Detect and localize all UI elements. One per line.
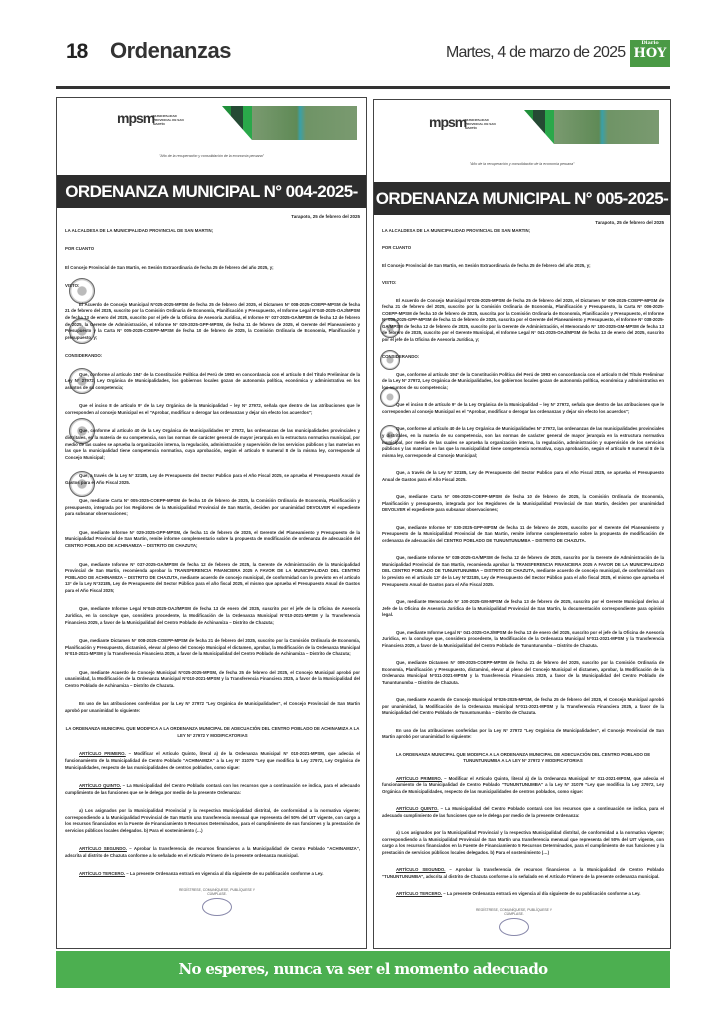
paragraph-text: – Aprobar la transferencia de recursos financieros a la Municipalidad de Centro Poblado "TUNUNTUNUMBA", adscrita al distrito de Chazuta conforme a lo señalado en el Artículo Primero de la presente ordenanza municipal. (382, 867, 664, 879)
paragraph-text: En uso de las atribuciones conferidas por la Ley N° 27972 "Ley Orgánica de Municipalidades", el Concejo Provincial de San Martin aprobó por unanimidad lo siguiente: (65, 701, 360, 713)
header-rule (56, 86, 670, 89)
ordinance-005 (373, 99, 671, 949)
paragraph-text: El Concejo Provincial de San Martin, en Sesión Extraordinaria de fecha 25 de febrero del año 2025, y; (382, 262, 591, 268)
section-heading (382, 228, 664, 235)
year-tagline: "Año de la recuperación y consolidación de la economía peruana" (159, 154, 264, 158)
paragraph-text: En uso de las atribuciones conferidas por la Ley N° 27972 "Ley Orgánica de Municipalidades", el Concejo Provincial de San Martin aprobó por unanimidad lo siguiente: (382, 727, 664, 740)
body-paragraph (65, 265, 360, 272)
paragraph-text: POR CUANTO (382, 245, 412, 251)
body-paragraph (382, 728, 664, 741)
signature-caption: REGÍSTRESE, COMUNÍQUESE, PUBLÍQUESE Y CÚMPLASE. (178, 888, 256, 896)
signature-icon (499, 918, 529, 936)
paragraph-text: Que el inciso 8 de artículo 9° de la Ley Orgánica de la Municipalidad – ley N° 27972, señala que dentro de las atribuciones que le corresponden al concejo Municipal es el "Aprobar, modificar o derogar las ordenanzas y dejar sin efecto los acuerdos"; (382, 402, 664, 414)
body-paragraph (382, 372, 664, 392)
paragraph-text: LA ALCALDESA DE LA MUNICIPALIDAD PROVINCIAL DE SAN MARTIN; (65, 228, 214, 233)
paragraph-text: Que, mediante Informe Legal N°040-2025-OAJ/MPSM de fecha 13 de enero del 2025, suscrito por el jefe de la Oficina de Asesoría Jurídica, en la concluye que, considera procedente, la Modificación de la Ordenanza Municipal N°010-2021-MPSM y la Transferencia Financiera 2025, a favor de la Municipalidad del Centro Poblado de Achinamiza – Distrito de Chazuta; (65, 606, 360, 625)
article-heading: ARTÍCULO SEGUNDO. (79, 846, 127, 852)
section-heading (65, 228, 360, 235)
body-paragraph (65, 638, 360, 658)
body-paragraph (65, 701, 360, 714)
article-heading: ARTÍCULO TERCERO. (79, 871, 126, 877)
paragraph-text: a) Los asignados por la Municipalidad Provincial y la respectiva Municipalidad distrital, de conformidad a la normativa vigente; correspondiendo a la Municipalidad Provincial de San Martín una transferencia mensual que representa del 50% del UIT vigente, con cargo a los recursos financiados en la Fuente de Financiamiento 5 Recursos Determinados, para el cumplimiento de sus funciones y la prestación de servicios públicos locales delegados. b) Para el sostenimiento (…) (65, 808, 360, 833)
ordinance-body (382, 228, 664, 898)
page-number: 18 (66, 40, 88, 63)
mpsm-logo: mpsm (429, 114, 467, 130)
signature-block (469, 908, 559, 938)
article-heading: ARTÍCULO QUINTO. (396, 806, 439, 812)
article-paragraph (65, 846, 360, 859)
paragraph-text: El Acuerdo de Concejo Municipal N°026-2025-MPSM de fecha 25 de febrero del 2025, el Dictamen N° 009-2025-COEPP-MPSM de fecha 21 de febrero del 2025, suscrito por la Comisión Ordinaria de Economía, Planificación y Presupuesto, la Carta N° 006-2025-COEPP-MPSM de fecha 10 de febrero de 2025, suscrita por la Comisión Ordinaria de Economía, Planificación y Presupuesto, el Informe N° 030-2025-GPP-MPSM de fecha 11 de febrero de 2025, suscrita por el Gerente del Planeamiento y Presupuesto, el Informe N° 038-2025-GA/MPSM de fecha 12 de febrero de 2025, suscrito por la Gerente de Administración, el Memorando N° 100-2025-GM-MPSM de fecha 13 de febrero de 2025, suscrito por el Gerente Municipal, el Informe Legal N° 041-2025-OAJ/MPSM de fecha 13 de enero del 2025, suscrito por el jefe de la Oficina de Asesoría Jurídica, y; (382, 297, 664, 343)
article-paragraph (65, 751, 360, 771)
city-date: Tarapoto, 25 de febrero del 2025 (291, 214, 360, 219)
logo-small-text: Diario (641, 40, 659, 46)
banner-photo (509, 110, 659, 144)
section-heading (65, 353, 360, 360)
body-paragraph (382, 263, 664, 270)
body-paragraph (382, 298, 664, 344)
body-paragraph (382, 555, 664, 588)
paragraph-text: Que, a través de la Ley N° 32185, Ley de Presupuesto del Sector Publico para el Año Fiscal 2025, se aprueba el Presupuesto Anual de Gastos para el Año Fiscal 2025. (65, 473, 360, 485)
body-paragraph (382, 470, 664, 483)
mpsm-logo: mpsm (117, 110, 155, 126)
body-paragraph (382, 426, 664, 459)
paragraph-text: VISTO: (382, 280, 397, 286)
article-heading: ARTÍCULO QUINTO. (79, 783, 122, 789)
signature-caption: REGÍSTRESE, COMUNÍQUESE, PUBLÍQUESE Y CÚMPLASE. (475, 908, 553, 916)
ordinance-004 (56, 97, 367, 949)
section-heading (382, 245, 664, 252)
body-paragraph (382, 660, 664, 686)
paragraph-text: POR CUANTO (65, 246, 95, 252)
body-paragraph (65, 372, 360, 392)
ordinance-title: ORDENANZA MUNICIPAL N° 005-2025-MPSM (374, 182, 670, 215)
body-paragraph (65, 808, 360, 834)
article-paragraph (65, 783, 360, 796)
paragraph-text: Que, mediante Dictamen N° 009-2025-COEPP-MPSM de fecha 21 de febrero del 2025, suscrito por la Comisión Ordinaria de Economía, Planificación y Presupuesto, dictaminó, elevar al pleno del Concejo Municipal el dictamen, aprobar, la Modificación de la Ordenanza Municipal N°011-2021-MPSM y la Transferencia Financiera 2025, a favor de la Municipalidad del Centro Poblado de Tununtunumba – Distrito de Chazuta. (382, 660, 664, 685)
signature-icon (202, 898, 232, 916)
paragraph-text: Que el inciso 8 de artículo 9° de la Ley Orgánica de la Municipalidad – ley N° 27972, señala que dentro de las atribuciones que le corresponden al concejo Municipal es el "Aprobar, modificar o derogar las ordenanzas y dejar sin efecto los acuerdos"; (65, 403, 360, 415)
paragraph-text: Que, mediante Carta N° 005-2025-COEPP-MPSM de fecha 10 de febrero de 2025, la Comisión Ordinaria de Economía, Planificación y presupuesto, integrada por los Regidores de la Municipalidad Provincial de San Martin, deciden por unanimidad DEVOLVER el expediente para subsanar observaciones; (65, 498, 360, 517)
paragraph-text: CONSIDERANDO: (65, 353, 103, 359)
section-heading (382, 354, 664, 361)
paragraph-text: Que, conforme al artículo 40 de la Ley Orgánica de Municipalidades N° 27972, las ordenanzas de las municipalidades provinciales y distritales, en la materia de su competencia, son las normas de carácter general de mayor jerarquía en la estructura normativa municipal, por medio de las cuales se aprueba la organización interna, la regulación, administración y supervisión de los servicios públicos y las materias en las que la municipalidad tiene competencia normativa, cuya aprobación, según el artículo 9 numeral 8 de la misma ley, corresponde al Concejo Municipal; (382, 426, 665, 458)
logo-big-text: HOY (633, 46, 667, 61)
paragraph-text: – La presente Ordenanza entrará en vigencia al día siguiente de su publicación conforme a Ley. (442, 891, 641, 897)
paragraph-text: Que, mediante Informe N° 038-2025-GA/MPSM de fecha 12 de febrero de 2025, suscrito por la Gerente de Administración de la Municipalidad Provincial de San Martin, recomienda aprobar la TRANSFERENCIA FINANCIERA 2025 A FAVOR DE LA MUNICIPALIDAD DEL CENTRO POBLADO DE TUNUNTUNUMBA – DISTRITO DE CHAZUTA, mediante acuerdo de concejo municipal, de conformidad con lo previsto en el artículo 13° de la Ley N°32185, Ley de Presupuesto del Sector Público para el año fiscal 2025, el mismo que aprueba el Presupuesto Anual de Gastos para el Año Fiscal 2025. (382, 555, 664, 587)
section-heading (65, 726, 360, 739)
paragraph-text: – Aprobar la transferencia de recursos financieros a la Municipalidad de Centro Poblado "ACHINAMIZA", adscrita al distrito de Chazuta conforme a lo señalado en el Artículo Primero de la presente ordenanza municipal. (65, 846, 360, 858)
footer-slogan-banner: No esperes, nunca va ser el momento adecuado (56, 951, 670, 988)
section-heading (65, 283, 360, 290)
paragraph-text: Que, mediante Informe Legal N° 041-2025-OAJ/MPSM de fecha 13 de enero del 2025, suscrito por el jefe de la Oficina de Asesoría Jurídica, en la concluye que, considera procedente, la Modificación de la Ordenanza Municipal N°011-2021-MPSM y la Transferencia Financiera 2025, a favor de la Municipalidad del Centro Poblado de Tununtunumba – Distrito de Chazuta. (382, 629, 664, 648)
paragraph-text: – La presente Ordenanza entrará en vigencia al día siguiente de su publicación conforme a Ley. (125, 871, 324, 877)
municipality-banner (429, 110, 669, 146)
paragraph-text: Que, mediante Memorando N° 100-2025-GM-MPSM de fecha 13 de febrero de 2025, suscrito por el Gerente Municipal deriva al Jefe de la Oficina de Asesoría Jurídica de la Municipalidad Provincial de San Martin, la documentación correspondiente para opinión legal. (382, 598, 664, 618)
body-paragraph (382, 494, 664, 514)
article-paragraph (382, 776, 664, 796)
city-date: Tarapoto, 25 de febrero del 2025 (595, 220, 664, 225)
body-paragraph (65, 403, 360, 416)
body-paragraph (382, 697, 664, 717)
municipality-name: MUNICIPALIDAD PROVINCIAL DE SAN MARTÍN (465, 118, 496, 130)
paragraph-text: El Acuerdo de Concejo Municipal N°025-2025-MPSM de fecha 25 de febrero del 2025, el Dictamen N° 008-2025-COEPP-MPSM de fecha 21 de febrero del 2025, suscrito por la Comisión Ordinaria de Economía, Planificación y Presupuesto, el Informe Legal N°040-2025-OAJ/MPSM de fecha 13 de enero del 2025, suscrito por el jefe de la Oficina de Asesoría Jurídica, el Informe N° 037-2025-GA/MPSM de fecha 12 de febrero de 2025, la Gerente de Administración, el Informe N° 029-2025-GPP-MPSM, de fecha 11 de febrero de 2025, el Gerente del Planeamiento y Presupuesto y la Carta N° 005-2025-COEPP-MPSM de fecha 10 de febrero de 2025, la Comisión Ordinaria de Economía, Planificación y presupuesto, y; (65, 301, 360, 340)
paragraph-text: Que, mediante Acuerdo de Concejo Municipal N°025-2025-MPSM, de fecha 25 de febrero del 2025, el Concejo Municipal aprobó por unanimidad, la Modificación de la Ordenanza Municipal N°010-2021-MPSM y la Transferencia Financiera 2025, a favor de la Municipalidad del Centro Poblado de Achinamiza – Distrito de Chazuta. (65, 669, 360, 688)
paragraph-text: Que, conforme al artículo 194° de la Constitución Política del Perú de 1993 en concordancia con el artículo II del Título Preliminar de la Ley N° 27972, Ley Orgánica de Municipalidades, los gobiernos locales gozan de autonomía política, económica y administrativa en los asuntos de su competencia; (65, 371, 360, 390)
paragraph-text: Que, mediante Informe N° 030-2025-GPP-MPSM de fecha 11 de febrero de 2025, suscrito por el Gerente del Planeamiento y Presupuesto de la Municipalidad Provincial de San Martin, remite informe complementario sobre la propuesta de modificación de ordenanza de adecuación del CENTRO POBLADO DE TUNUNTUNUMBA – DISTRITO DE CHAZUTA. (382, 524, 664, 543)
article-heading: ARTÍCULO SEGUNDO. (396, 867, 446, 873)
paragraph-text: – Modificar el Artículo Quinto, literal a) de la Ordenanza Municipal N° 010-2021-MPSM, que adecúa el funcionamiento de la Municipalidad de Centro Poblado "ACHINAMIZA" a la Ley N° 31079 "Ley que modifica la Ley 27972, Ley Orgánica de Municipalidades, respecto de las municipalidades de centros poblados, como sigue: (65, 751, 360, 770)
article-paragraph (382, 806, 664, 819)
body-paragraph (382, 630, 664, 650)
body-paragraph (65, 606, 360, 626)
paragraph-text: CONSIDERANDO: (382, 354, 420, 360)
ordinance-title: ORDENANZA MUNICIPAL N° 004-2025-MPSM (57, 175, 366, 208)
body-paragraph (65, 428, 360, 461)
paragraph-text: a) Los asignados por la Municipalidad Provincial y la respectiva Municipalidad distrital, de conformidad a la normativa vigente; correspondiendo a la Municipalidad Provincial de San Martín una transferencia mensual que representa del 50% del UIT vigente, con cargo a los recursos financiados en la Fuente de Financiamiento 5 Recursos Determinados, para el cumplimiento de sus funciones y la prestación de servicios públicos locales delegados. b) Para el sostenimiento (…) (382, 830, 664, 856)
paragraph-text: VISTO: (65, 283, 80, 289)
banner-photo (207, 106, 357, 140)
paragraph-text: El Concejo Provincial de San Martin, en Sesión Extraordinaria de fecha 25 de febrero del año 2025, y; (65, 264, 274, 270)
body-paragraph (382, 599, 664, 619)
diario-hoy-logo (630, 40, 670, 67)
paragraph-text: Que, mediante Carta N° 006-2025-COEPP-MPSM de fecha 10 de febrero de 2025, la Comisión Ordinaria de Economía, Planificación y presupuesto, integrada por los Regidores de la Municipalidad Provincial de San Martin, deciden por unanimidad DEVOLVER el expediente para subsanar observaciones; (382, 494, 664, 513)
article-heading: ARTÍCULO PRIMERO. (396, 775, 443, 781)
year-tagline: "Año de la recuperación y consolidación de la economía peruana" (469, 162, 575, 166)
body-paragraph (382, 830, 664, 856)
body-paragraph (382, 402, 664, 415)
article-heading: ARTÍCULO PRIMERO. (79, 751, 126, 757)
paragraph-text: – La Municipalidad del Centro Poblado contará con los recursos que a continuación se indica, para el adecuado cumplimiento de las funciones que se le delega por medio de la presente Ordenanza: (382, 806, 664, 818)
signature-block (172, 888, 262, 918)
article-paragraph (382, 867, 664, 880)
section-heading (65, 246, 360, 253)
paragraph-text: Que, mediante Informe N° 037-2025-GA/MPSM de fecha 12 de febrero de 2025, la Gerente de Administración de la Municipalidad Provincial de San Martin, recomienda aprobar la TRANSFERENCIA FINANCIERA 2025 A FAVOR DE LA MUNICIPALIDAD DEL CENTRO POBLADO DE ACHINAMIZA – DISTRITO DE CHAZUTA, mediante acuerdo de concejo municipal, de conformidad con lo previsto en el artículo 13° de la Ley N°32185, Ley de Presupuesto del Sector Público para el año fiscal 2025, el mismo que aprueba el Presupuesto Anual de Gastos para el Año Fiscal 2025; (65, 561, 360, 593)
paragraph-text: Que, conforme al artículo 194° de la Constitución Política del Perú de 1993 en concordancia con el artículo II del Título Preliminar de la Ley N° 27972, Ley Orgánica de Municipalidades, los gobiernos locales gozan de autonomía política, económica y administrativa en los asuntos de su competencia; (382, 371, 664, 390)
section-heading (382, 280, 664, 287)
article-paragraph (382, 891, 664, 898)
paragraph-text: Que, mediante Dictamen N° 008-2025-COEPP-MPSM de fecha 21 de febrero del 2025, suscrito por la Comisión Ordinaria de Economía, Planificación y Presupuesto, dictaminó, elevar al pleno del Concejo Municipal el dictamen, aprobar, la Modificación de la Ordenanza Municipal N°010-2021-MPSM y la Transferencia Financiera 2025, a favor de la Municipalidad del Centro Poblado de Achinamiza – Distrito de Chazuta; (65, 638, 360, 657)
article-heading: ARTÍCULO TERCERO. (396, 891, 443, 897)
body-paragraph (65, 670, 360, 690)
municipality-banner (117, 106, 357, 142)
body-paragraph (382, 525, 664, 545)
paragraph-text: – La Municipalidad del Centro Poblado contará con los recursos que a continuación se indica, para el adecuado cumplimiento de las funciones que se le delega por medio de la presente Ordenanza: (65, 783, 360, 795)
issue-date: Martes, 4 de marzo de 2025 (446, 44, 626, 61)
paragraph-text: LA ORDENANZA MUNICIPAL QUE MODIFICA A LA ORDENANZA MUNICIPAL DE ADECUACIÓN DEL CENTRO POBLADO DE TUNUNTUNUMBA A LA LEY N° 27972 Y MODIFICATORIAS (395, 751, 651, 764)
paragraph-text: Que, a través de la Ley N° 32185, Ley de Presupuesto del Sector Publico para el Año Fiscal 2025, se aprueba el Presupuesto Anual de Gastos para el Año Fiscal 2025. (382, 470, 664, 482)
paragraph-text: – Modificar el Artículo Quinto, literal a) de la Ordenanza Municipal N° 011-2021-MPSM, que adecúa el funcionamiento de la Municipalidad de Centro Poblado "TUNUNTUNUMBA" a la Ley N° 31079 "Ley que modifica la Ley 27972, Ley Orgánica de Municipalidades, respecto de las municipalidades de centros poblados, como sigue: (382, 775, 664, 794)
body-paragraph (65, 498, 360, 518)
municipality-name: MUNICIPALIDAD PROVINCIAL DE SAN MARTÍN (153, 114, 184, 126)
body-paragraph (65, 562, 360, 595)
paragraph-text: LA ALCALDESA DE LA MUNICIPALIDAD PROVINCIAL DE SAN MARTIN; (382, 228, 531, 233)
body-paragraph (65, 302, 360, 342)
paragraph-text: Que, mediante Acuerdo de Concejo Municipal N°026-2025-MPSM, de fecha 25 de febrero del 2025, el Concejo Municipal aprobó por unanimidad, la Modificación de la Ordenanza Municipal N°011-2021-MPSM y la Transferencia Financiera 2025, a favor de la Municipalidad del Centro Poblado de Tununtunumba – Distrito de Chazuta. (382, 697, 664, 716)
ordinance-body (65, 228, 360, 878)
body-paragraph (65, 473, 360, 486)
paragraph-text: Que, conforme al artículo 40 de la Ley Orgánica de Municipalidades N° 27972, las ordenanzas de las municipalidades provinciales y distritales, en la materia de su competencia, son las normas de carácter general de mayor jerarquía en la estructura normativa municipal, por medio de las cuales se aprueba la organización interna, la regulación, administración y supervisión de los servicios públicos y las materias en las que la municipalidad tiene competencia normativa, cuya aprobación, según el artículo 9 numeral 8 de la misma ley, corresponde al Concejo Municipal; (65, 428, 360, 460)
section-title: Ordenanzas (110, 38, 231, 63)
paragraph-text: Que, mediante Informe N° 029-2025-GPP-MPSM, de fecha 11 de febrero de 2025, el Gerente del Planeamiento y Presupuesto de la Municipalidad Provincial de San Martin, remite informe complementario sobre la propuesta de modificación de ordenanza de adecuación del CENTRO POBLADO DE ACHINAMIZA – DISTRITO DE CHAZUTA; (65, 529, 360, 549)
section-heading (382, 752, 664, 765)
paragraph-text: LA ORDENANZA MUNICIPAL QUE MODIFICA A LA ORDENANZA MUNICIPAL DE ADECUACIÓN DEL CENTRO POBLADO DE ACHINAMIZA A LA LEY N° 27972 Y MODIFICATORIAS (65, 726, 360, 738)
article-paragraph (65, 871, 360, 878)
body-paragraph (65, 530, 360, 550)
